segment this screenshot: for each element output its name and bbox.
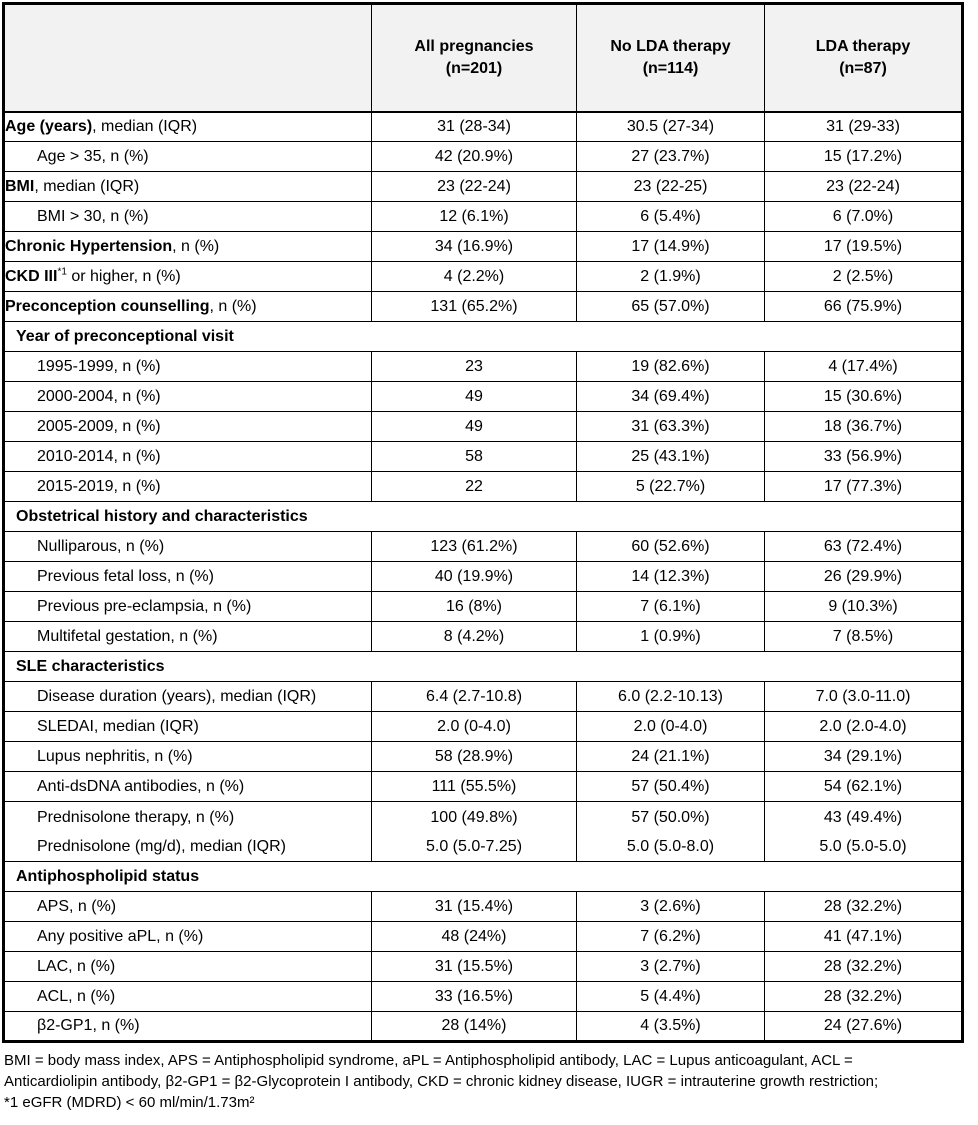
table-row-merged — [4, 802, 963, 862]
table-row — [4, 712, 963, 742]
row-label-cell: Any positive aPL, n (%) — [4, 922, 372, 952]
value-cell: 9 (10.3%) — [765, 592, 963, 622]
row-label-cell: 1995-1999, n (%) — [4, 352, 372, 382]
row-label-cell: Prednisolone therapy, n (%) Prednisolone (mg/d), median (IQR) — [4, 802, 372, 862]
row-label-cell: Lupus nephritis, n (%) — [4, 742, 372, 772]
value-cell: 18 (36.7%) — [765, 412, 963, 442]
table-row — [4, 952, 963, 982]
value-cell: 28 (32.2%) — [765, 982, 963, 1012]
value-cell: 3 (2.7%) — [577, 952, 765, 982]
value-cell: 14 (12.3%) — [577, 562, 765, 592]
value-cell: 22 — [372, 472, 577, 502]
value-cell: 19 (82.6%) — [577, 352, 765, 382]
section-row — [4, 862, 963, 892]
row-label-cell: BMI > 30, n (%) — [4, 202, 372, 232]
value-cell: 48 (24%) — [372, 922, 577, 952]
value-cell: 31 (63.3%) — [577, 412, 765, 442]
table-row — [4, 682, 963, 712]
row-label-cell: Age > 35, n (%) — [4, 142, 372, 172]
value-cell: 8 (4.2%) — [372, 622, 577, 652]
value-cell: 57 (50.4%) — [577, 772, 765, 802]
value-cell: 25 (43.1%) — [577, 442, 765, 472]
header-row — [4, 4, 963, 112]
row-label-cell: Disease duration (years), median (IQR) — [4, 682, 372, 712]
table-row — [4, 382, 963, 412]
value-cell: 7 (6.1%) — [577, 592, 765, 622]
row-label-cell: Preconception counselling, n (%) — [4, 292, 372, 322]
footnote-line: *1 eGFR (MDRD) < 60 ml/min/1.73m² — [4, 1094, 255, 1111]
value-cell: 15 (17.2%) — [765, 142, 963, 172]
value-cell: 30.5 (27-34) — [577, 112, 765, 142]
value-cell: 41 (47.1%) — [765, 922, 963, 952]
value-cell: 6.4 (2.7-10.8) — [372, 682, 577, 712]
value-cell: 58 — [372, 442, 577, 472]
value-cell: 6 (7.0%) — [765, 202, 963, 232]
value-cell: 31 (29-33) — [765, 112, 963, 142]
value-cell: 49 — [372, 412, 577, 442]
row-label-cell: 2000-2004, n (%) — [4, 382, 372, 412]
row-label-cell: 2005-2009, n (%) — [4, 412, 372, 442]
value-cell: 34 (29.1%) — [765, 742, 963, 772]
value-cell: 40 (19.9%) — [372, 562, 577, 592]
table-row — [4, 772, 963, 802]
table-row — [4, 592, 963, 622]
value-cell: 5 (4.4%) — [577, 982, 765, 1012]
row-label-cell: 2010-2014, n (%) — [4, 442, 372, 472]
value-cell: 100 (49.8%) 5.0 (5.0-7.25) — [372, 802, 577, 862]
value-cell: 1 (0.9%) — [577, 622, 765, 652]
table-row — [4, 262, 963, 292]
table-row — [4, 982, 963, 1012]
table-row — [4, 232, 963, 262]
corner-cell — [4, 4, 372, 112]
value-cell: 24 (21.1%) — [577, 742, 765, 772]
value-cell: 58 (28.9%) — [372, 742, 577, 772]
value-cell: 12 (6.1%) — [372, 202, 577, 232]
section-header: SLE characteristics — [4, 652, 963, 682]
table-row — [4, 412, 963, 442]
value-cell: 5 (22.7%) — [577, 472, 765, 502]
value-cell: 33 (16.5%) — [372, 982, 577, 1012]
table-row — [4, 202, 963, 232]
row-label-cell: Previous pre-eclampsia, n (%) — [4, 592, 372, 622]
value-cell: 123 (61.2%) — [372, 532, 577, 562]
value-cell: 6 (5.4%) — [577, 202, 765, 232]
table-row — [4, 892, 963, 922]
table-row — [4, 292, 963, 322]
value-cell: 7 (8.5%) — [765, 622, 963, 652]
row-label-cell: CKD III$^{*1}$ or higher, n (%) — [4, 262, 372, 292]
section-row — [4, 322, 963, 352]
row-label-cell: Nulliparous, n (%) — [4, 532, 372, 562]
value-cell: 23 (22-24) — [372, 172, 577, 202]
value-cell: 2.0 (2.0-4.0) — [765, 712, 963, 742]
column-header: All pregnancies (n=201) — [372, 4, 577, 112]
value-cell: 26 (29.9%) — [765, 562, 963, 592]
row-label-cell: 2015-2019, n (%) — [4, 472, 372, 502]
value-cell: 16 (8%) — [372, 592, 577, 622]
value-cell: 42 (20.9%) — [372, 142, 577, 172]
value-cell: 34 (69.4%) — [577, 382, 765, 412]
column-header: No LDA therapy (n=114) — [577, 4, 765, 112]
value-cell: 15 (30.6%) — [765, 382, 963, 412]
row-label-cell: SLEDAI, median (IQR) — [4, 712, 372, 742]
value-cell: 2 (2.5%) — [765, 262, 963, 292]
value-cell: 4 (17.4%) — [765, 352, 963, 382]
value-cell: 31 (28-34) — [372, 112, 577, 142]
value-cell: 49 — [372, 382, 577, 412]
section-row — [4, 502, 963, 532]
value-cell: 2 (1.9%) — [577, 262, 765, 292]
value-cell: 17 (14.9%) — [577, 232, 765, 262]
value-cell: 28 (32.2%) — [765, 952, 963, 982]
value-cell: 23 — [372, 352, 577, 382]
row-label-cell: Previous fetal loss, n (%) — [4, 562, 372, 592]
table-row — [4, 922, 963, 952]
footnote — [2, 1050, 976, 1113]
row-label-cell: Multifetal gestation, n (%) — [4, 622, 372, 652]
footnote-line: BMI = body mass index, APS = Antiphospholipid syndrome, aPL = Antiphospholipid antibody, LAC = Lupus anticoagulant, ACL = — [4, 1052, 853, 1069]
table-row — [4, 472, 963, 502]
value-cell: 131 (65.2%) — [372, 292, 577, 322]
value-cell: 34 (16.9%) — [372, 232, 577, 262]
value-cell: 28 (32.2%) — [765, 892, 963, 922]
table-row — [4, 112, 963, 142]
value-cell: 111 (55.5%) — [372, 772, 577, 802]
table-row — [4, 622, 963, 652]
value-cell: 7 (6.2%) — [577, 922, 765, 952]
table-row — [4, 742, 963, 772]
value-cell: 43 (49.4%) 5.0 (5.0-5.0) — [765, 802, 963, 862]
value-cell: 66 (75.9%) — [765, 292, 963, 322]
value-cell: 17 (19.5%) — [765, 232, 963, 262]
value-cell: 17 (77.3%) — [765, 472, 963, 502]
value-cell: 57 (50.0%) 5.0 (5.0-8.0) — [577, 802, 765, 862]
table-row — [4, 172, 963, 202]
row-label-cell: Age (years), median (IQR) — [4, 112, 372, 142]
value-cell: 31 (15.4%) — [372, 892, 577, 922]
value-cell: 31 (15.5%) — [372, 952, 577, 982]
value-cell: 6.0 (2.2-10.13) — [577, 682, 765, 712]
value-cell: 63 (72.4%) — [765, 532, 963, 562]
table-row — [4, 562, 963, 592]
row-label-cell: LAC, n (%) — [4, 952, 372, 982]
value-cell: 65 (57.0%) — [577, 292, 765, 322]
value-cell: 33 (56.9%) — [765, 442, 963, 472]
section-header: Antiphospholipid status — [4, 862, 963, 892]
footnote-line: Anticardiolipin antibody, β2-GP1 = β2-Glycoprotein I antibody, CKD = chronic kidney disease, IUGR = intrauterine growth restriction; — [4, 1073, 879, 1090]
value-cell: 4 (2.2%) — [372, 262, 577, 292]
value-cell: 3 (2.6%) — [577, 892, 765, 922]
value-cell: 24 (27.6%) — [765, 1012, 963, 1042]
table-row — [4, 532, 963, 562]
section-header: Year of preconceptional visit — [4, 322, 963, 352]
value-cell: 23 (22-25) — [577, 172, 765, 202]
section-row — [4, 652, 963, 682]
value-cell: 54 (62.1%) — [765, 772, 963, 802]
row-label-cell: Chronic Hypertension, n (%) — [4, 232, 372, 262]
value-cell: 23 (22-24) — [765, 172, 963, 202]
value-cell: 7.0 (3.0-11.0) — [765, 682, 963, 712]
row-label-cell: ACL, n (%) — [4, 982, 372, 1012]
value-cell: 28 (14%) — [372, 1012, 577, 1042]
value-cell: 27 (23.7%) — [577, 142, 765, 172]
value-cell: 4 (3.5%) — [577, 1012, 765, 1042]
baseline-characteristics-table — [2, 2, 964, 1043]
value-cell: 60 (52.6%) — [577, 532, 765, 562]
value-cell: 2.0 (0-4.0) — [577, 712, 765, 742]
table-row — [4, 442, 963, 472]
value-cell: 2.0 (0-4.0) — [372, 712, 577, 742]
row-label-cell: Anti-dsDNA antibodies, n (%) — [4, 772, 372, 802]
table-row — [4, 1012, 963, 1042]
row-label-cell: APS, n (%) — [4, 892, 372, 922]
column-header: LDA therapy (n=87) — [765, 4, 963, 112]
row-label-cell: BMI, median (IQR) — [4, 172, 372, 202]
table-body — [4, 112, 963, 1042]
section-header: Obstetrical history and characteristics — [4, 502, 963, 532]
table-row — [4, 352, 963, 382]
table-row — [4, 142, 963, 172]
row-label-cell: β2-GP1, n (%) — [4, 1012, 372, 1042]
